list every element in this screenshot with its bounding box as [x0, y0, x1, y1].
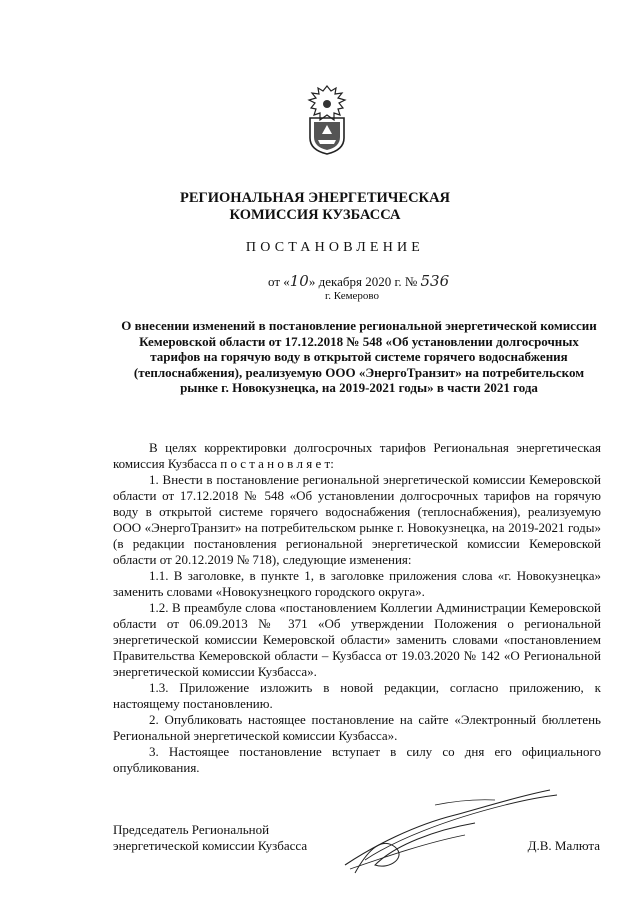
- date-day-handwritten: 10: [289, 272, 309, 290]
- date-prefix: от «: [268, 274, 290, 289]
- intro-paragraph: В целях корректировки долгосрочных тарифов Региональная энергетическая комиссия Кузбасса п о с т а н о в л я е т:: [113, 440, 601, 471]
- handwritten-signature-icon: [335, 785, 565, 880]
- paragraph-3: 3. Настоящее постановление вступает в силу со дня его официального опубликования.: [113, 744, 601, 775]
- paragraph-1-2: 1.2. В преамбуле слова «постановлением Коллегии Администрации Кемеровской области от 06.09.2013 № 371 «Об утверждении Положения о региональной энергетической комиссии Кемеровской области» заменить словами «постановлением Правительства Кемеровской области – Кузбасса от 19.03.2020 № 142 «О Региональной энергетической комиссии Кузбасса».: [113, 600, 601, 679]
- paragraph-2: 2. Опубликовать настоящее постановление на сайте «Электронный бюллетень Региональной энергетической комиссии Кузбасса».: [113, 712, 601, 743]
- city-label: г. Кемерово: [325, 290, 380, 302]
- signatory-title-line-1: Председатель Региональной: [113, 822, 270, 837]
- paragraph-1-1: 1.1. В заголовке, в пункте 1, в заголовке приложения слова «г. Новокузнецка» заменить словами «Новокузнецкого городского округа».: [113, 568, 601, 599]
- document-number-handwritten: 536: [420, 272, 450, 290]
- organization-name: РЕГИОНАЛЬНАЯ ЭНЕРГЕТИЧЕСКАЯ КОМИССИЯ КУЗБАССА: [179, 190, 451, 223]
- document-subject: О внесении изменений в постановление региональной энергетической комиссии Кемеровской области от 17.12.2018 № 548 «Об установлении долгосрочных тарифов на горячую воду в открытой системе горячего водоснабжения (теплоснабжения), реализуемую ООО «ЭнергоТранзит» на потребительском рынке г. Новокузнецка, на 2019-2021 годы» в части 2021 года: [121, 318, 597, 395]
- paragraph-1: 1. Внести в постановление региональной энергетической комиссии Кемеровской области от 17.12.2018 № 548 «Об установлении долгосрочных тарифов на горячую воду в открытой системе горячего водоснабжения (теплоснабжения), реализуемую ООО «ЭнергоТранзит» на потребительском рынке г. Новокузнецка, на 2019-2021 годы» (в редакции постановления региональной энергетической комиссии Кемеровской области от 20.12.2019 № 718), следующие изменения:: [113, 472, 601, 567]
- signatory-name: Д.В. Малюта: [527, 838, 600, 853]
- document-type-title: ПОСТАНОВЛЕНИЕ: [245, 240, 425, 255]
- signatory-title: [113, 822, 307, 854]
- kuzbass-coat-of-arms-icon: [298, 82, 356, 156]
- document-body: [113, 440, 601, 776]
- signatory-title-line-2: энергетической комиссии Кузбасса: [113, 838, 308, 853]
- date-number-line: [268, 272, 449, 290]
- paragraph-1-3: 1.3. Приложение изложить в новой редакции, согласно приложению, к настоящему постановлению.: [113, 680, 601, 711]
- date-middle: » декабря 2020 г. №: [308, 274, 418, 289]
